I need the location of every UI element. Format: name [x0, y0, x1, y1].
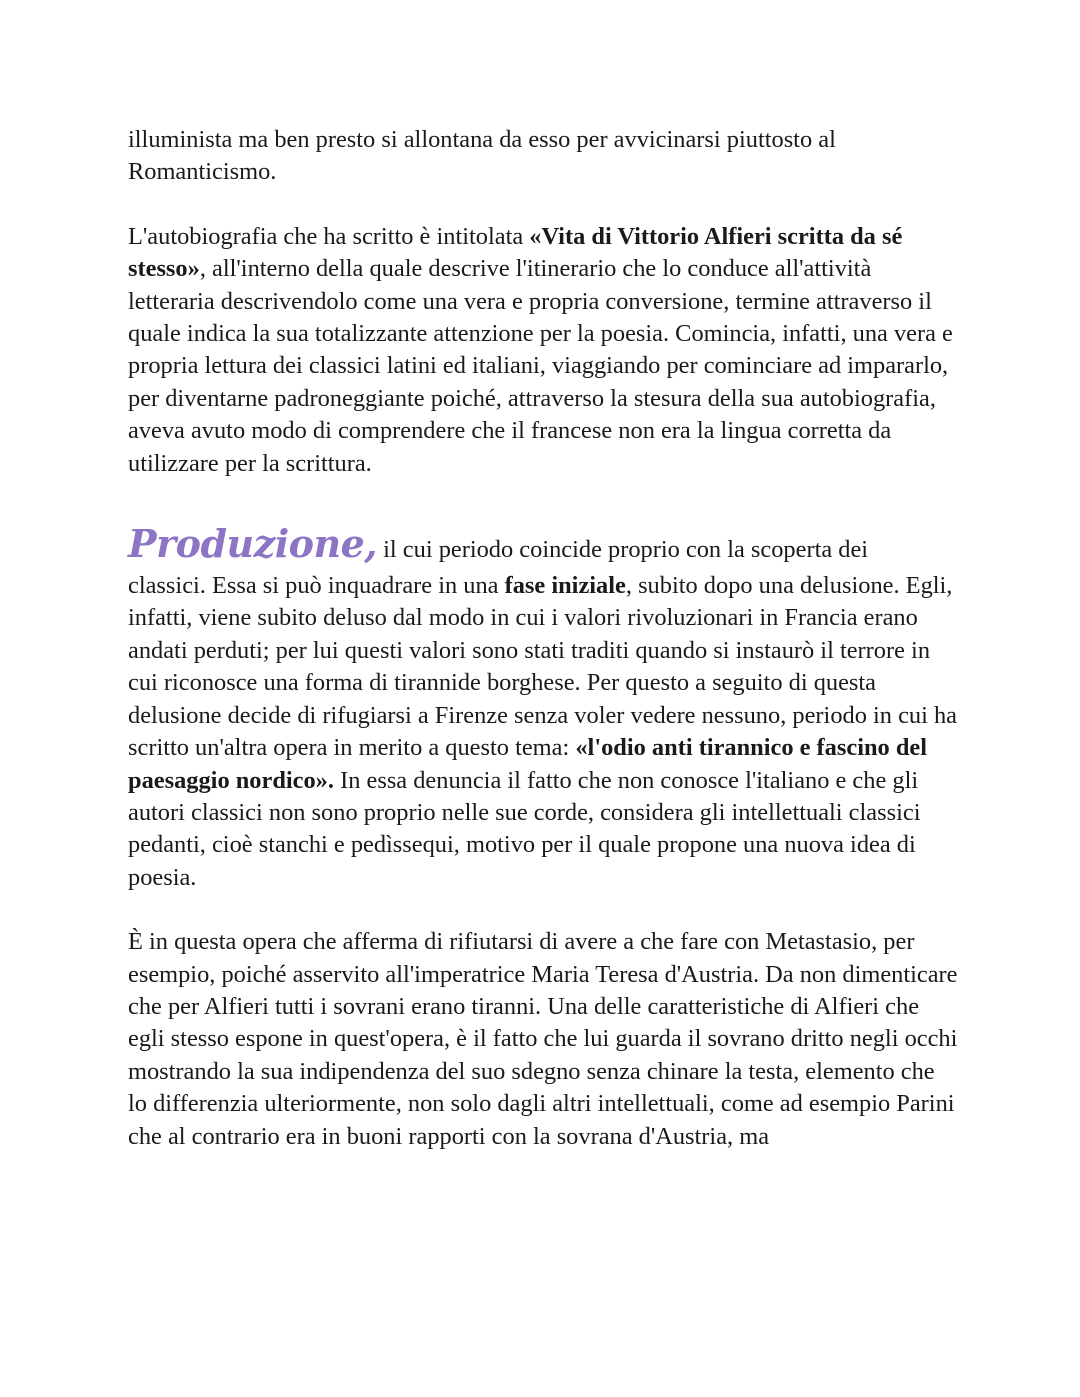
paragraph-metastasio-text: È in questa opera che afferma di rifiutarsi di avere a che fare con Metastasio, per esempio, poiché asservito all'imperatrice Maria Teresa d'Austria. Da non dimenticare che per Alfieri tutti i sovrani erano tiranni. Una delle caratteristiche di Alfieri che egli stesso espone in quest'opera, è il fatto che lui guarda il sovrano dritto negli occhi mostrando la sua indipendenza del suo sdegno senza chinare la testa, elemento che lo differenzia ulteriormente, non solo dagli altri intellettuali, come ad esempio Parini che al contrario era in buoni rapporti con la sovrana d'Austria, ma: [128, 928, 958, 1150]
paragraph-metastasio: [128, 926, 958, 1153]
produzione-text-a: classici. Essa si può inquadrare in una: [128, 572, 505, 600]
autobiography-intro-text: L'autobiografia che ha scritto è intitolata: [128, 222, 530, 250]
section-heading-continuation: il cui periodo coincide proprio con la scoperta dei: [377, 536, 869, 564]
produzione-text-c: In essa denuncia il fatto che non conosce l'italiano e che gli autori classici non sono proprio nelle sue corde, considera gli intellettuali classici pedanti, cioè stanchi e pedìssequi, motivo per il quale propone una nuova idea di poesia.: [128, 766, 921, 891]
document-page: [128, 124, 958, 1153]
paragraph-romanticism-text: illuminista ma ben presto si allontana da esso per avvicinarsi piuttosto al Romanticismo.: [128, 126, 836, 186]
opera-title: «l'odio anti tirannico e fascino del paesaggio nordico».: [128, 734, 927, 794]
paragraph-autobiography: [128, 221, 958, 480]
paragraph-romanticism: [128, 124, 958, 189]
autobiography-body-text: , all'interno della quale descrive l'itinerario che lo conduce all'attività letteraria descrivendolo come una vera e propria conversione, termine attraverso il quale indica la sua totalizzante attenzione per la poesia. Comincia, infatti, una vera e propria lettura dei classici latini ed italiani, viaggiando per cominciare ad impararlo, per diventarne padroneggiante poiché, attraverso la stesura della sua autobiografia, aveva avuto modo di comprendere che il francese non era la lingua corretta da utilizzare per la scrittura.: [128, 255, 953, 477]
section-heading-line: [128, 518, 958, 570]
produzione-text-b: , subito dopo una delusione. Egli, infatti, viene subito deluso dal modo in cui i valori rivoluzionari in Francia erano andati perduti; per lui questi valori sono stati traditi quando si instaurò il terrore in cui riconosce una forma di tirannide borghese. Per questo a seguito di questa delusione decide di rifugiarsi a Firenze senza voler vedere nessuno, periodo in cui ha scritto un'altra opera in merito a questo tema:: [128, 572, 957, 762]
section-title: Produzione,: [128, 521, 378, 567]
fase-iniziale-term: fase iniziale: [504, 572, 626, 600]
paragraph-produzione: [128, 570, 958, 894]
section-produzione: [128, 518, 958, 894]
autobiography-title: «Vita di Vittorio Alfieri scritta da sé stesso»: [128, 222, 903, 283]
